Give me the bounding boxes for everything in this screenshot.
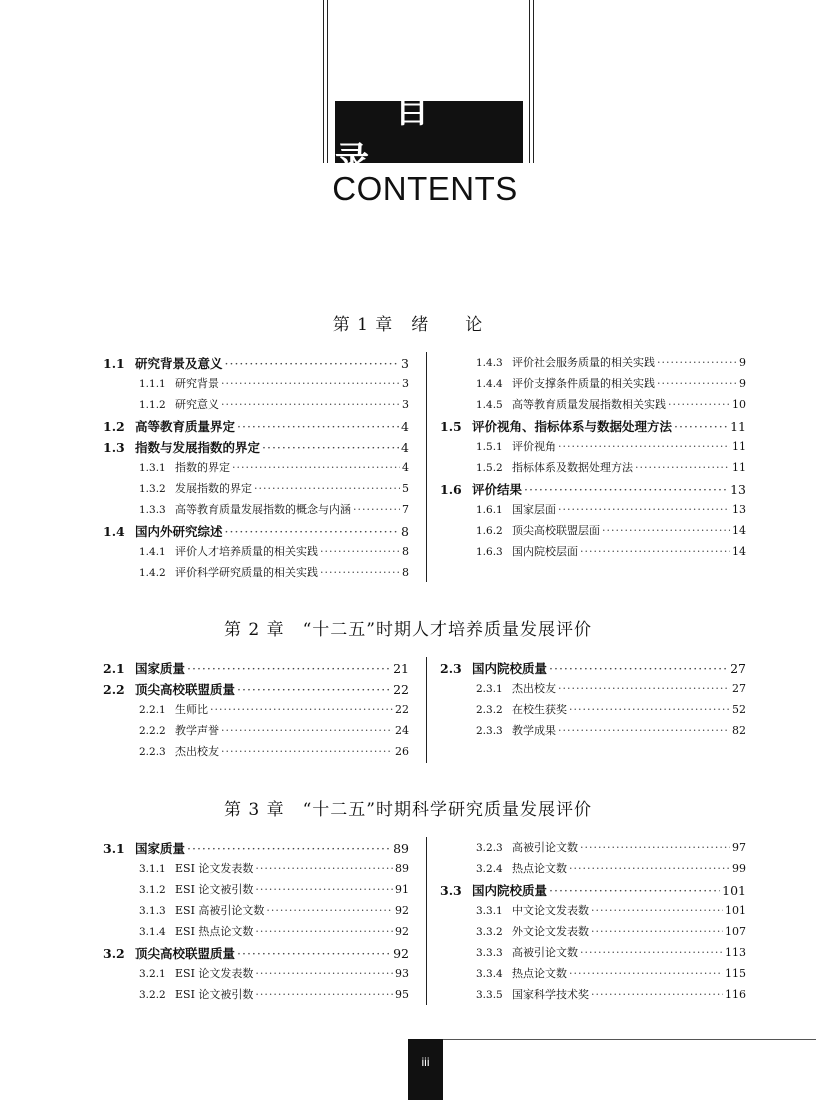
toc-entry-number: 1.6.2 — [476, 525, 503, 537]
toc-entry-page: 101 — [725, 904, 746, 917]
toc-entry-page: 3 — [402, 398, 409, 411]
toc-entry-page: 92 — [395, 904, 409, 917]
toc-entry-page: 5 — [402, 482, 409, 495]
dot-leader — [255, 988, 393, 1001]
toc-entry-label: 指数的界定 — [175, 461, 230, 474]
dot-leader — [558, 682, 730, 695]
dot-leader — [558, 503, 730, 516]
toc-entry-label: 在校生获奖 — [512, 703, 567, 716]
toc-entry-page: 13 — [730, 482, 746, 497]
chapter-2-left-column — [103, 659, 409, 764]
toc-entry-number: 1.1 — [103, 356, 125, 371]
toc-entry-number: 1.6.1 — [476, 504, 503, 516]
toc-entry-number: 1.1.2 — [139, 399, 166, 411]
toc-entry-label: 研究背景 — [175, 377, 219, 390]
dot-leader — [569, 967, 723, 980]
toc-entry-label: 评价视角、指标体系与数据处理方法 — [472, 419, 673, 434]
toc-entry-number: 3.3.4 — [476, 968, 503, 980]
toc-entry-label: 国家科学技术奖 — [512, 988, 589, 1001]
toc-entry-page: 9 — [739, 377, 746, 390]
chapter-3-column-divider — [426, 837, 427, 1005]
toc-entry-1-3-3[interactable] — [103, 501, 409, 522]
toc-entry-2-2[interactable] — [103, 680, 409, 701]
toc-entry-3-3-1[interactable] — [440, 902, 746, 923]
dot-leader — [221, 724, 393, 737]
toc-entry-page: 26 — [395, 745, 409, 758]
toc-entry-label: 研究背景及意义 — [135, 356, 223, 371]
toc-entry-1-5[interactable] — [440, 417, 746, 438]
dot-leader — [255, 967, 393, 980]
toc-entry-page: 95 — [395, 988, 409, 1001]
toc-entry-label: ESI 热点论文数 — [175, 925, 254, 938]
dot-leader — [221, 398, 400, 411]
toc-entry-number: 2.1 — [103, 661, 125, 676]
toc-entry-number: 2.3.1 — [476, 683, 503, 695]
dot-leader — [569, 862, 730, 875]
toc-entry-number: 1.5.2 — [476, 462, 503, 474]
dot-leader — [255, 862, 393, 875]
toc-entry-number: 1.3.2 — [139, 483, 166, 495]
dot-leader — [549, 661, 728, 676]
toc-entry-3-3-4[interactable] — [440, 965, 746, 986]
toc-entry-number: 2.2.1 — [139, 704, 166, 716]
toc-entry-page: 91 — [395, 883, 409, 896]
page-title-cn: 目录 — [335, 101, 523, 163]
toc-entry-label: 评价社会服务质量的相关实践 — [512, 356, 655, 369]
footer-rule — [443, 1039, 816, 1040]
toc-entry-page: 115 — [725, 967, 746, 980]
toc-entry-3-2[interactable] — [103, 944, 409, 965]
toc-entry-page: 4 — [402, 461, 409, 474]
dot-leader — [225, 356, 400, 371]
toc-entry-page: 22 — [393, 682, 409, 697]
toc-entry-number: 1.4.4 — [476, 378, 503, 390]
toc-entry-label: 高被引论文数 — [512, 841, 578, 854]
toc-entry-label: 外文论文发表数 — [512, 925, 589, 938]
dot-leader — [266, 904, 393, 917]
toc-entry-label: 热点论文数 — [512, 967, 567, 980]
toc-entry-number: 3.2 — [103, 946, 125, 961]
toc-entry-label: 热点论文数 — [512, 862, 567, 875]
dot-leader — [558, 724, 730, 737]
toc-entry-label: 教学声誉 — [175, 724, 219, 737]
dot-leader — [580, 946, 723, 959]
toc-entry-page: 8 — [402, 566, 409, 579]
toc-entry-label: 评价科学研究质量的相关实践 — [175, 566, 318, 579]
toc-entry-label: 国内院校层面 — [512, 545, 578, 558]
toc-entry-number: 3.3.3 — [476, 947, 503, 959]
toc-entry-label: 顶尖高校联盟层面 — [512, 524, 600, 537]
dot-leader — [602, 524, 730, 537]
toc-entry-page: 89 — [395, 862, 409, 875]
toc-entry-page: 101 — [722, 883, 746, 898]
toc-entry-label: 指数与发展指数的界定 — [135, 440, 261, 455]
dot-leader — [232, 461, 400, 474]
toc-entry-page: 82 — [732, 724, 746, 737]
dot-leader — [674, 419, 728, 434]
toc-entry-page: 89 — [393, 841, 409, 856]
toc-entry-number: 1.2 — [103, 419, 125, 434]
toc-entry-number: 2.3.3 — [476, 725, 503, 737]
toc-entry-page: 93 — [395, 967, 409, 980]
dot-leader — [549, 883, 720, 898]
toc-entry-number: 3.1.4 — [139, 926, 166, 938]
toc-entry-number: 2.3 — [440, 661, 462, 676]
toc-entry-3-1-1[interactable] — [103, 860, 409, 881]
dot-leader — [262, 440, 399, 455]
toc-entry-label: ESI 论文被引数 — [175, 988, 254, 1001]
toc-entry-number: 3.1.3 — [139, 905, 166, 917]
toc-entry-page: 11 — [732, 440, 746, 453]
toc-entry-page: 52 — [732, 703, 746, 716]
toc-entry-page: 9 — [739, 356, 746, 369]
toc-entry-page: 99 — [732, 862, 746, 875]
dot-leader — [591, 904, 723, 917]
toc-entry-page: 14 — [732, 545, 746, 558]
toc-entry-label: ESI 论文被引数 — [175, 883, 254, 896]
toc-entry-label: 杰出校友 — [175, 745, 219, 758]
toc-entry-number: 1.3 — [103, 440, 125, 455]
toc-entry-number: 1.3.3 — [139, 504, 166, 516]
toc-entry-1-4-1[interactable] — [103, 543, 409, 564]
chapter-1-left-column — [103, 354, 409, 585]
toc-entry-page: 113 — [725, 946, 746, 959]
toc-entry-label: 中文论文发表数 — [512, 904, 589, 917]
toc-entry-1-3-1[interactable] — [103, 459, 409, 480]
toc-entry-number: 2.3.2 — [476, 704, 503, 716]
dot-leader — [569, 703, 730, 716]
toc-entry-page: 27 — [730, 661, 746, 676]
toc-entry-page: 97 — [732, 841, 746, 854]
toc-entry-3-3-5[interactable] — [440, 986, 746, 1007]
dot-leader — [558, 440, 730, 453]
toc-entry-label: 评价支撑条件质量的相关实践 — [512, 377, 655, 390]
toc-entry-number: 1.4.2 — [139, 567, 166, 579]
toc-entry-label: 指标体系及数据处理方法 — [512, 461, 633, 474]
toc-entry-number: 3.3 — [440, 883, 462, 898]
dot-leader — [580, 545, 730, 558]
toc-entry-3-3-3[interactable] — [440, 944, 746, 965]
header-rule-left-outer — [323, 0, 324, 163]
toc-entry-page: 7 — [402, 503, 409, 516]
page-title-en: CONTENTS — [332, 170, 518, 207]
toc-entry-label: 国内院校质量 — [472, 661, 548, 676]
toc-entry-number: 1.1.1 — [139, 378, 166, 390]
chapter-1-right-column — [440, 354, 746, 564]
toc-entry-number: 1.4.3 — [476, 357, 503, 369]
toc-entry-page: 11 — [730, 419, 746, 434]
dot-leader — [255, 925, 393, 938]
toc-entry-page: 10 — [732, 398, 746, 411]
toc-entry-1-4-3[interactable] — [440, 354, 746, 375]
toc-entry-number: 2.2 — [103, 682, 125, 697]
page-number: iii — [408, 1039, 443, 1100]
dot-leader — [353, 503, 400, 516]
toc-entry-page: 107 — [725, 925, 746, 938]
toc-entry-label: 国家层面 — [512, 503, 556, 516]
toc-entry-label: 国内院校质量 — [472, 883, 548, 898]
toc-entry-label: 高等教育质量发展指数的概念与内涵 — [175, 503, 351, 516]
toc-entry-3-2-2[interactable] — [103, 986, 409, 1007]
toc-entry-number: 1.4.5 — [476, 399, 503, 411]
chapter-2-column-divider — [426, 657, 427, 763]
dot-leader — [237, 419, 399, 434]
toc-entry-label: 顶尖高校联盟质量 — [135, 682, 236, 697]
chapter-2-title: 第 2 章 “十二五”时期人才培养质量发展评价 — [223, 620, 592, 640]
toc-entry-3-3[interactable] — [440, 881, 746, 902]
toc-entry-page: 27 — [732, 682, 746, 695]
toc-entry-label: 国内外研究综述 — [135, 524, 223, 539]
toc-entry-number: 1.3.1 — [139, 462, 166, 474]
dot-leader — [221, 377, 400, 390]
toc-entry-2-3[interactable] — [440, 659, 746, 680]
toc-entry-number: 3.1.2 — [139, 884, 166, 896]
toc-entry-3-1-2[interactable] — [103, 881, 409, 902]
chapter-1-title: 第 1 章 绪 论 — [332, 315, 484, 335]
toc-entry-1-5-2[interactable] — [440, 459, 746, 480]
dot-leader — [657, 377, 737, 390]
toc-entry-label: 顶尖高校联盟质量 — [135, 946, 236, 961]
toc-entry-page: 116 — [725, 988, 746, 1001]
toc-entry-label: 研究意义 — [175, 398, 219, 411]
toc-entry-1-4-4[interactable] — [440, 375, 746, 396]
toc-entry-3-1-3[interactable] — [103, 902, 409, 923]
dot-leader — [668, 398, 730, 411]
toc-entry-3-2-4[interactable] — [440, 860, 746, 881]
chapter-2-right-column — [440, 659, 746, 743]
toc-entry-number: 1.6.3 — [476, 546, 503, 558]
toc-entry-number: 3.1.1 — [139, 863, 166, 875]
toc-entry-number: 1.5 — [440, 419, 462, 434]
dot-leader — [580, 841, 730, 854]
toc-entry-3-1[interactable] — [103, 839, 409, 860]
toc-entry-number: 3.2.2 — [139, 989, 166, 1001]
toc-entry-number: 3.2.1 — [139, 968, 166, 980]
dot-leader — [210, 703, 393, 716]
toc-entry-1-3[interactable] — [103, 438, 409, 459]
toc-entry-1-5-1[interactable] — [440, 438, 746, 459]
toc-entry-2-2-2[interactable] — [103, 722, 409, 743]
toc-entry-3-3-2[interactable] — [440, 923, 746, 944]
toc-entry-1-1-1[interactable] — [103, 375, 409, 396]
toc-entry-number: 3.1 — [103, 841, 125, 856]
dot-leader — [187, 841, 391, 856]
dot-leader — [221, 745, 393, 758]
dot-leader — [591, 988, 723, 1001]
toc-entry-1-3-2[interactable] — [103, 480, 409, 501]
dot-leader — [320, 566, 400, 579]
toc-entry-number: 1.5.1 — [476, 441, 503, 453]
toc-entry-label: 国家质量 — [135, 661, 186, 676]
toc-entry-2-3-3[interactable] — [440, 722, 746, 743]
toc-entry-page: 13 — [732, 503, 746, 516]
toc-entry-label: 高等教育质量界定 — [135, 419, 236, 434]
toc-entry-label: 生师比 — [175, 703, 208, 716]
toc-entry-1-2[interactable] — [103, 417, 409, 438]
toc-entry-1-6[interactable] — [440, 480, 746, 501]
toc-entry-3-1-4[interactable] — [103, 923, 409, 944]
toc-entry-page: 3 — [402, 377, 409, 390]
dot-leader — [187, 661, 391, 676]
toc-entry-number: 1.4.1 — [139, 546, 166, 558]
toc-entry-number: 1.4 — [103, 524, 125, 539]
toc-entry-3-2-3[interactable] — [440, 839, 746, 860]
toc-entry-page: 92 — [393, 946, 409, 961]
toc-entry-label: ESI 论文发表数 — [175, 862, 254, 875]
toc-entry-number: 3.2.4 — [476, 863, 503, 875]
dot-leader — [254, 482, 400, 495]
toc-entry-1-4[interactable] — [103, 522, 409, 543]
toc-entry-2-1[interactable] — [103, 659, 409, 680]
toc-entry-1-4-5[interactable] — [440, 396, 746, 417]
toc-entry-page: 92 — [395, 925, 409, 938]
toc-entry-label: 评价视角 — [512, 440, 556, 453]
toc-entry-page: 14 — [732, 524, 746, 537]
toc-entry-1-6-1[interactable] — [440, 501, 746, 522]
chapter-1-column-divider — [426, 352, 427, 582]
toc-entry-1-6-2[interactable] — [440, 522, 746, 543]
toc-entry-label: ESI 高被引论文数 — [175, 904, 265, 917]
toc-entry-number: 3.3.1 — [476, 905, 503, 917]
chapter-3-right-column — [440, 839, 746, 1007]
toc-entry-2-3-1[interactable] — [440, 680, 746, 701]
toc-entry-label: 高等教育质量发展指数相关实践 — [512, 398, 666, 411]
toc-entry-page: 21 — [393, 661, 409, 676]
toc-entry-2-3-2[interactable] — [440, 701, 746, 722]
dot-leader — [524, 482, 728, 497]
dot-leader — [237, 682, 391, 697]
dot-leader — [591, 925, 723, 938]
toc-entry-page: 8 — [401, 524, 409, 539]
chapter-3-title: 第 3 章 “十二五”时期科学研究质量发展评价 — [223, 800, 592, 820]
toc-entry-label: 国家质量 — [135, 841, 186, 856]
dot-leader — [237, 946, 391, 961]
toc-entry-page: 3 — [401, 356, 409, 371]
toc-entry-number: 2.2.2 — [139, 725, 166, 737]
toc-entry-label: 评价结果 — [472, 482, 523, 497]
dot-leader — [320, 545, 400, 558]
toc-entry-page: 11 — [732, 461, 746, 474]
dot-leader — [635, 461, 730, 474]
toc-entry-number: 2.2.3 — [139, 746, 166, 758]
toc-entry-2-2-1[interactable] — [103, 701, 409, 722]
toc-entry-number: 3.3.5 — [476, 989, 503, 1001]
toc-entry-2-2-3[interactable] — [103, 743, 409, 764]
toc-entry-1-6-3[interactable] — [440, 543, 746, 564]
toc-entry-label: 发展指数的界定 — [175, 482, 252, 495]
dot-leader — [255, 883, 393, 896]
chapter-3-left-column — [103, 839, 409, 1007]
toc-entry-number: 1.6 — [440, 482, 462, 497]
toc-entry-1-1-2[interactable] — [103, 396, 409, 417]
dot-leader — [225, 524, 400, 539]
toc-entry-page: 8 — [402, 545, 409, 558]
toc-entry-page: 24 — [395, 724, 409, 737]
toc-entry-1-1[interactable] — [103, 354, 409, 375]
toc-entry-1-4-2[interactable] — [103, 564, 409, 585]
toc-entry-label: ESI 论文发表数 — [175, 967, 254, 980]
toc-entry-label: 评价人才培养质量的相关实践 — [175, 545, 318, 558]
toc-entry-label: 杰出校友 — [512, 682, 556, 695]
header-rule-right-outer — [533, 0, 534, 163]
toc-entry-number: 3.3.2 — [476, 926, 503, 938]
toc-entry-3-2-1[interactable] — [103, 965, 409, 986]
header-rule-left-inner — [327, 0, 328, 163]
toc-entry-label: 教学成果 — [512, 724, 556, 737]
toc-entry-number: 3.2.3 — [476, 842, 503, 854]
toc-entry-label: 高被引论文数 — [512, 946, 578, 959]
header-rule-right-inner — [529, 0, 530, 163]
toc-entry-page: 4 — [401, 440, 409, 455]
toc-entry-page: 22 — [395, 703, 409, 716]
toc-entry-page: 4 — [401, 419, 409, 434]
dot-leader — [657, 356, 737, 369]
